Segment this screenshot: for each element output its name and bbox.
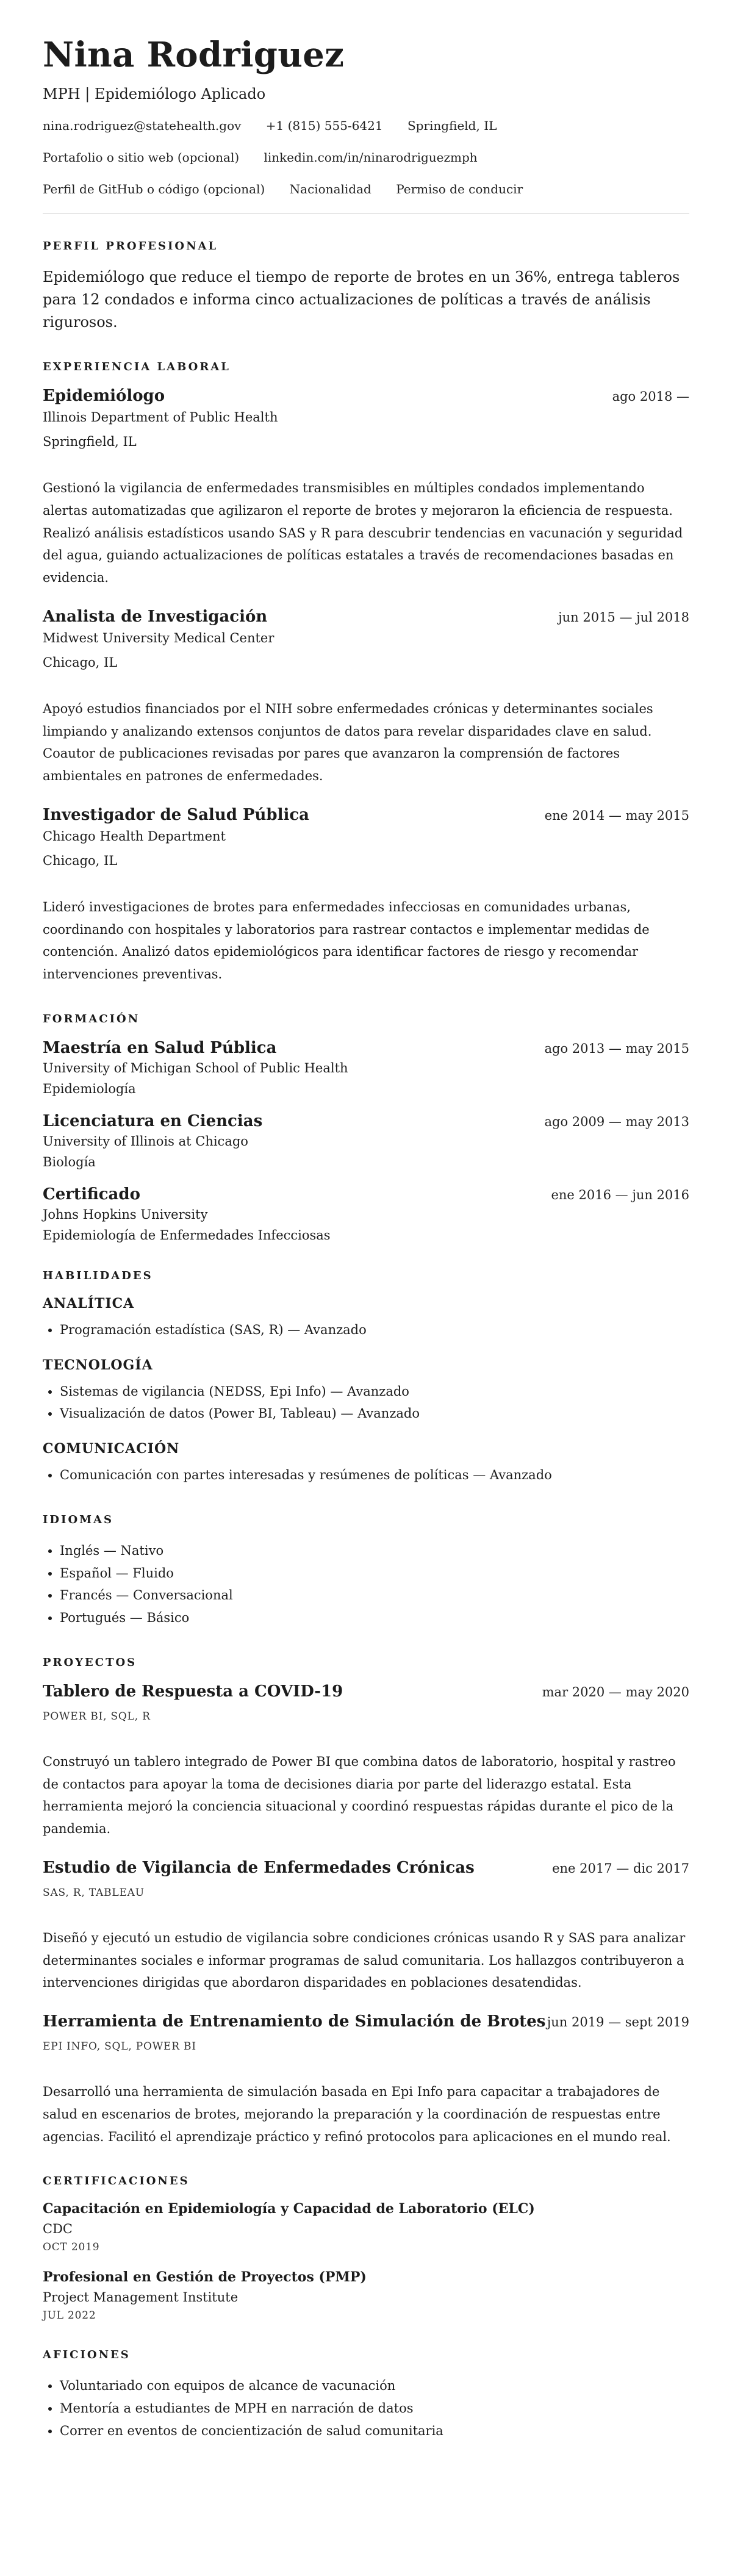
contact-row-3 (43, 182, 689, 196)
contact-phone[interactable]: +1 (815) 555-6421 (265, 118, 383, 133)
job-org: Chicago Health Department (43, 828, 226, 844)
cert-title: Profesional en Gestión de Proyectos (PMP) (43, 2269, 367, 2286)
skills-section (43, 1269, 689, 1487)
contact-row-1 (43, 118, 689, 133)
header-divider (43, 213, 689, 214)
certification-entry (43, 2201, 689, 2253)
job-description: Lideró investigaciones de brotes para enfermedades infecciosas en comunidades urbanas, coordinando con hospitales y laboratorios para rastrear contactos e implementar medidas de contención. Analizó datos epidemiológicos para identificar factores de riesgo y recomendar intervenciones preventivas. (43, 899, 650, 982)
job-org: Midwest University Medical Center (43, 630, 274, 645)
certifications-title: CERTIFICACIONES (43, 2175, 190, 2188)
project-date: mar 2020 — may 2020 (542, 1684, 689, 1699)
summary-title: PERFIL PROFESIONAL (43, 239, 218, 253)
certification-entry (43, 2269, 689, 2322)
project-entry (43, 1859, 689, 1994)
degree-title: Maestría en Salud Pública (43, 1038, 277, 1057)
job-date: ene 2014 — may 2015 (544, 808, 689, 823)
degree-date: ene 2016 — jun 2016 (551, 1187, 689, 1202)
job-date: ago 2018 — (612, 389, 689, 404)
degree-title: Certificado (43, 1185, 140, 1204)
job-title: Epidemiólogo (43, 387, 165, 406)
contact-github[interactable]: Perfil de GitHub o código (opcional) (43, 181, 265, 196)
certifications-section (43, 2175, 689, 2322)
job-location: Springfield, IL (43, 434, 137, 450)
project-title: Herramienta de Entrenamiento de Simulación de Brotes (43, 2012, 546, 2031)
contact-portfolio[interactable]: Portafolio o sitio web (opcional) (43, 149, 240, 165)
degree-date: ago 2013 — may 2015 (544, 1041, 689, 1056)
project-title: Tablero de Respuesta a COVID-19 (43, 1682, 343, 1701)
projects-section (43, 1656, 689, 2148)
job-description: Gestionó la vigilancia de enfermedades transmisibles en múltiples condados implementando alertas automatizadas que agilizaron el reporte de brotes y mejoraron la eficiencia de respuesta. Realizó análisis estadísticos usando SAS y R para descubrir tendencias en vacunación y seguridad del agua, guiando actualizaciones de políticas estatales a través de recomendaciones basadas en evidencia. (43, 481, 683, 586)
project-description: Construyó un tablero integrado de Power BI que combina datos de laboratorio, hospital y rastreo de contactos para apoyar la toma de decisiones diaria por parte del liderazgo estatal. Esta herramienta mejoró la conciencia situacional y coordinó respuestas rápidas durante el pico de la pandemia. (43, 1754, 676, 1837)
project-title: Estudio de Vigilancia de Enfermedades Crónicas (43, 1858, 475, 1877)
job-title: Investigador de Salud Pública (43, 805, 310, 824)
experience-section (43, 361, 689, 986)
skill-category: ANALÍTICA (43, 1295, 135, 1311)
hobby-item: • Correr en eventos de concientización de salud comunitaria (60, 2420, 689, 2442)
skill-category: COMUNICACIÓN (43, 1441, 180, 1457)
job-location: Chicago, IL (43, 853, 118, 868)
skill-item: • Comunicación con partes interesadas y resúmenes de políticas — Avanzado (60, 1464, 689, 1487)
job-title: Analista de Investigación (43, 607, 268, 626)
projects-title: PROYECTOS (43, 1656, 137, 1669)
language-item: • Portugués — Básico (60, 1607, 689, 1629)
project-tech: EPI INFO, SQL, POWER BI (43, 2040, 196, 2053)
education-section (43, 1013, 689, 1243)
hobbies-section (43, 2348, 689, 2442)
contact-location: Springfield, IL (407, 118, 497, 133)
cert-date: JUL 2022 (43, 2309, 96, 2322)
cert-title: Capacitación en Epidemiología y Capacidad de Laboratorio (ELC) (43, 2201, 535, 2217)
degree-field: Epidemiología de Enfermedades Infecciosas (43, 1227, 331, 1243)
contact-row-2 (43, 150, 689, 165)
skill-item: • Programación estadística (SAS, R) — Avanzado (60, 1319, 689, 1341)
contact-license: Permiso de conducir (396, 181, 523, 196)
degree-date: ago 2009 — may 2013 (544, 1114, 689, 1129)
experience-entry (43, 806, 689, 986)
cert-issuer: Project Management Institute (43, 2290, 239, 2305)
education-entry (43, 1112, 689, 1169)
education-entry (43, 1185, 689, 1243)
candidate-name: Nina Rodriguez (43, 35, 345, 75)
project-description: Desarrolló una herramienta de simulación basada en Epi Info para capacitar a trabajadores de salud en escenarios de brotes, mejorando la preparación y la coordinación de respuestas entre agencias. Facilitó el aprendizaje práctico y refinó protocolos para aplicaciones en el mundo real. (43, 2084, 671, 2144)
contact-linkedin[interactable]: linkedin.com/in/ninarodriguezmph (264, 149, 478, 165)
project-tech: SAS, R, TABLEAU (43, 1886, 145, 1899)
skills-title: HABILIDADES (43, 1269, 153, 1282)
school-name: Johns Hopkins University (43, 1207, 208, 1222)
hobby-item: • Voluntariado con equipos de alcance de vacunación (60, 2375, 689, 2397)
hobbies-title: AFICIONES (43, 2348, 131, 2362)
skill-group (43, 1357, 689, 1426)
skill-category: TECNOLOGÍA (43, 1357, 153, 1373)
candidate-headline: MPH | Epidemiólogo Aplicado (43, 85, 266, 102)
languages-title: IDIOMAS (43, 1513, 114, 1526)
project-date: ene 2017 — dic 2017 (552, 1860, 689, 1876)
language-item: • Inglés — Nativo (60, 1540, 689, 1562)
school-name: University of Michigan School of Public Health (43, 1060, 348, 1075)
job-org: Illinois Department of Public Health (43, 410, 278, 425)
hobby-item: • Mentoría a estudiantes de MPH en narración de datos (60, 2397, 689, 2420)
skill-item: • Sistemas de vigilancia (NEDSS, Epi Info) — Avanzado (60, 1380, 689, 1403)
contact-nationality: Nacionalidad (289, 181, 371, 196)
summary-text: Epidemiólogo que reduce el tiempo de reporte de brotes en un 36%, entrega tableros para 12 condados e informa cinco actualizaciones de políticas a través de análisis rigurosos. (43, 268, 680, 331)
job-location: Chicago, IL (43, 655, 118, 670)
skill-group (43, 1296, 689, 1341)
job-date: jun 2015 — jul 2018 (558, 609, 689, 625)
experience-entry (43, 608, 689, 788)
education-title: FORMACIÓN (43, 1012, 140, 1025)
project-tech: POWER BI, SQL, R (43, 1710, 151, 1723)
degree-field: Biología (43, 1154, 96, 1169)
skill-group (43, 1441, 689, 1487)
project-date: jun 2019 — sept 2019 (547, 2015, 689, 2030)
experience-title: EXPERIENCIA LABORAL (43, 361, 231, 374)
language-item: • Español — Fluido (60, 1562, 689, 1585)
school-name: University of Illinois at Chicago (43, 1133, 248, 1149)
education-entry (43, 1039, 689, 1096)
project-entry (43, 1682, 689, 1840)
degree-title: Licenciatura en Ciencias (43, 1111, 263, 1130)
languages-section (43, 1513, 689, 1629)
experience-entry (43, 387, 689, 589)
project-entry (43, 2012, 689, 2148)
cert-date: OCT 2019 (43, 2241, 100, 2254)
language-item: • Francés — Conversacional (60, 1584, 689, 1607)
project-description: Diseñó y ejecutó un estudio de vigilancia sobre condiciones crónicas usando R y SAS para analizar determinantes sociales e informar programas de salud comunitaria. Los hallazgos contribuyeron a intervenciones dirigidas que abordaron disparidades en poblaciones desatendidas. (43, 1930, 686, 1990)
resume-header (43, 37, 689, 196)
summary-section (43, 240, 689, 334)
skill-item: • Visualización de datos (Power BI, Tableau) — Avanzado (60, 1402, 689, 1425)
contact-email[interactable]: nina.rodriguez@statehealth.gov (43, 118, 242, 133)
cert-issuer: CDC (43, 2222, 73, 2237)
degree-field: Epidemiología (43, 1081, 136, 1096)
job-description: Apoyó estudios financiados por el NIH sobre enfermedades crónicas y determinantes sociales limpiando y analizando extensos conjuntos de datos para revelar disparidades clave en salud. Coautor de publicaciones revisadas por pares que avanzaron la comprensión de factores ambientales en patrones de enfermedades. (43, 701, 653, 784)
